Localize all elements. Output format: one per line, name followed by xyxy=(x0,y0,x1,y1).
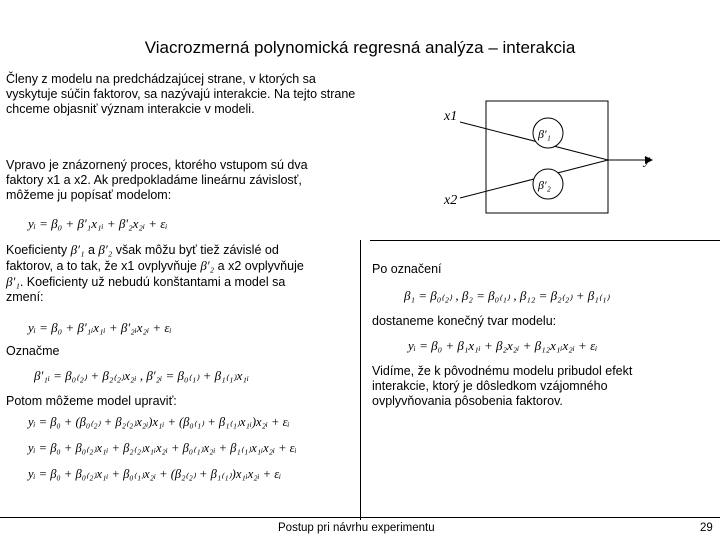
intro-paragraph: Členy z modelu na predchádzajúcej strane, v ktorých sa vyskytuje súčin faktorov, sa nazývajú interakcie. Na tejto strane chceme objasniť význam interakcie v modeli. xyxy=(6,72,356,116)
process-line-2: faktory x1 a x2. Ak predpokladáme lineárnu závislosť, xyxy=(6,173,302,187)
diagram-x2-label: x2 xyxy=(444,193,458,208)
vertical-divider xyxy=(360,240,361,520)
footer-text: Postup pri návrhu experimentu xyxy=(278,522,435,534)
oznacme-label: Označme xyxy=(6,344,60,358)
derivation-eq-2: yᵢ = β₀ + β₀₍₂₎x₁ᵢ + β₂₍₂₎x₁ᵢx₂ᵢ + β₀₍₁₎x₂ᵢ + β₁₍₁₎x₁ᵢx₂ᵢ + εᵢ xyxy=(28,441,297,455)
potom-label: Potom môžeme model upraviť: xyxy=(6,394,177,408)
derivation-eq-1: yᵢ = β₀ + (β₀₍₂₎ + β₂₍₂₎x₂ᵢ)x₁ᵢ + (β₀₍₁₎ + β₁₍₁₎x₁ᵢ)x₂ᵢ + εᵢ xyxy=(28,415,290,429)
model-equation-2: yᵢ = β₀ + β′₁ᵢx₁ᵢ + β′₂ᵢx₂ᵢ + εᵢ xyxy=(28,320,172,335)
process-diagram xyxy=(440,100,670,215)
coefficient-paragraph xyxy=(6,242,358,305)
coef-line-2: faktorov, a to tak, že x1 ovplyvňuje β′₂ a x2 ovplyvňuje xyxy=(6,258,304,273)
inline-beta1: β′₁ xyxy=(70,242,85,257)
process-line-1: Vpravo je znázornený proces, ktorého vstupom sú dva xyxy=(6,158,308,172)
derivation-eq-3: yᵢ = β₀ + β₀₍₂₎x₁ᵢ + β₀₍₁₎x₂ᵢ + (β₂₍₂₎ + β₁₍₁₎)x₁ᵢx₂ᵢ + εᵢ xyxy=(28,467,282,481)
inline-beta2: β′₂ xyxy=(98,242,113,257)
po-oznaceni-label: Po označení xyxy=(372,262,442,276)
page-number: 29 xyxy=(700,522,713,534)
diagram-beta1-label: β′₁ xyxy=(538,127,551,141)
footer-line xyxy=(0,517,720,518)
diagram-beta2-label: β′₂ xyxy=(538,178,551,192)
horizontal-divider xyxy=(370,240,720,241)
final-model-equation: yᵢ = β₀ + β₁x₁ᵢ + β₂x₂ᵢ + β₁₂x₁ᵢx₂ᵢ + εᵢ xyxy=(408,338,598,353)
conclusion-paragraph: Vidíme, že k pôvodnému modelu pribudol efekt interakcie, ktorý je dôsledkom vzájomného ovplyvňovania pôsobenia faktorov. xyxy=(372,364,633,408)
coef-line-3: β′₁. Koeficienty už nebudú konštantami a model sa xyxy=(6,274,286,289)
process-line-3: môžeme ju popísať modelom: xyxy=(6,188,172,202)
inline-x1: x1 xyxy=(47,173,61,187)
model-equation-1: yᵢ = β₀ + β′₁x₁ᵢ + β′₂x₂ᵢ + εᵢ xyxy=(28,216,168,231)
coef-line-4: zmení: xyxy=(6,290,44,304)
dostaneme-label: dostaneme konečný tvar modelu: xyxy=(372,314,557,328)
inline-x2: x2 xyxy=(74,173,88,187)
definitions-right: β₁ = β₀₍₂₎ , β₂ = β₀₍₁₎ , β₁₂ = β₂₍₂₎ + β₁₍₁₎ xyxy=(404,288,610,303)
diagram-x1-label: x1 xyxy=(444,109,458,124)
slide-title: Viacrozmerná polynomická regresná analýza – interakcia xyxy=(144,38,576,57)
definitions-left: β′₁ᵢ = β₀₍₂₎ + β₂₍₂₎x₂ᵢ , β′₂ᵢ = β₀₍₁₎ + β₁₍₁₎x₁ᵢ xyxy=(34,368,249,383)
coef-line-1: Koeficienty β′₁ a β′₂ však môžu byť tiež závislé od xyxy=(6,242,279,257)
process-paragraph xyxy=(6,158,358,203)
diagram-y-label: y xyxy=(644,153,651,168)
